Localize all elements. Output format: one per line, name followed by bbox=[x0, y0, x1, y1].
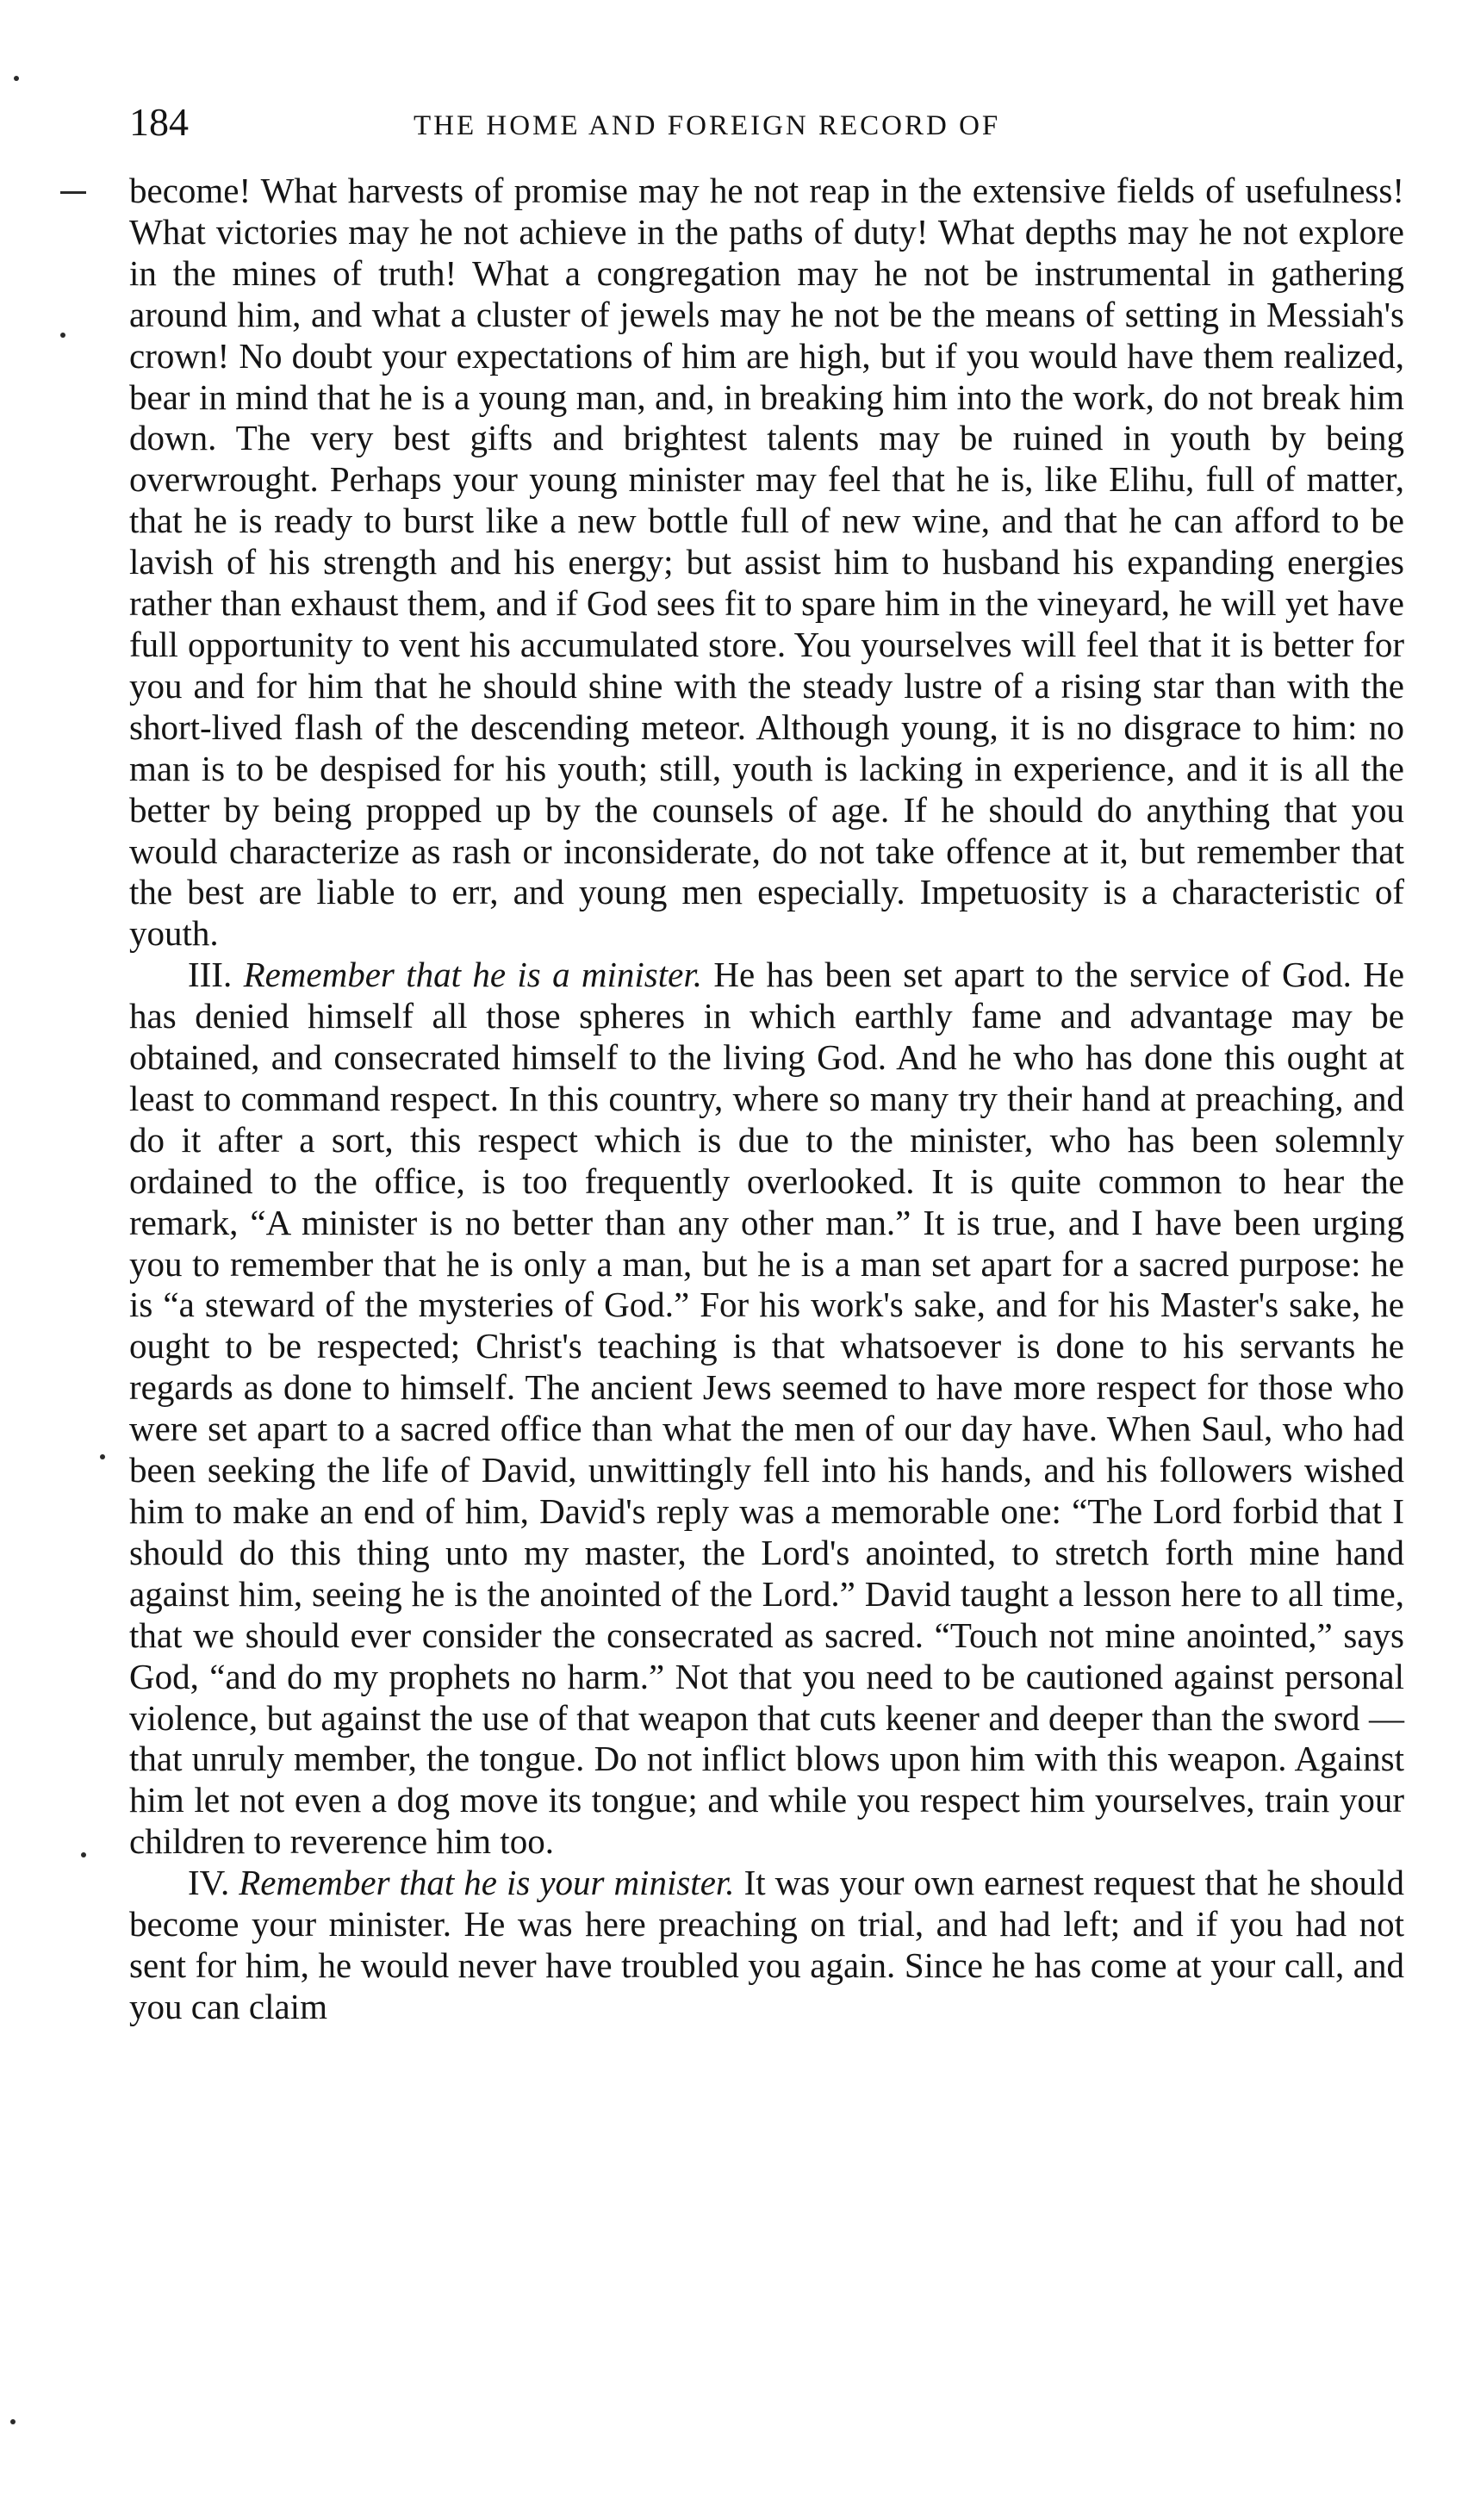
paragraph-continuation bbox=[129, 171, 1404, 955]
paragraph-text: He has been set apart to the service of God. He has denied himself all those spheres in which earthly fame and advantage may be obtained, and consecrated himself to the living God. And he who has done this ought at least to command respect. In this country, where so many try their hand at preaching, and do it after a sort, this respect which is due to the minister, who has been solemnly ordained to the office, is too frequently overlooked. It is quite common to hear the remark, “A minister is no better than any other man.” It is true, and I have been urging you to remember that he is only a man, but he is a man set apart for a sacred purpose: he is “a steward of the mysteries of God.” For his work's sake, and for his Master's sake, he ought to be respected; Christ's teaching is that whatsoever is done to his servants he regards as done to himself. The ancient Jews seemed to have more respect for those who were set apart to a sacred office than what the men of our day have. When Saul, who had been seeking the life of David, unwittingly fell into his hands, and his followers wished him to make an end of him, David's reply was a memorable one: “The Lord forbid that I should do this thing unto my master, the Lord's anointed, to stretch forth mine hand against him, seeing he is the anointed of the Lord.” David taught a lesson here to all time, that we should ever consider the consecrated as sacred. “Touch not mine anointed,” says God, “and do my prophets no harm.” Not that you need to be cautioned against personal violence, but against the use of that weapon that cuts keener and deeper than the sword —that unruly member, the tongue. Do not inflict blows upon him with this weapon. Against him let not even a dog move its tongue; and while you respect him yourselves, train your children to reverence him too. bbox=[129, 955, 1405, 1862]
page-number: 184 bbox=[129, 100, 189, 144]
paragraph-text: It was your own earnest request that he should become your minister. He was here preaching on trial, and had left; and if you had not sent for him, he would never have troubled you again. Since he has come at your call, and you can claim bbox=[129, 1863, 1405, 2026]
paragraph-section-iv bbox=[129, 1863, 1404, 2028]
scan-speck bbox=[81, 1852, 86, 1857]
scan-speck bbox=[100, 1454, 105, 1459]
paragraph-section-iii bbox=[129, 955, 1404, 1863]
body-text bbox=[129, 171, 1404, 2028]
scan-speck bbox=[60, 191, 86, 194]
scan-speck bbox=[10, 2419, 16, 2424]
page-header bbox=[129, 96, 1404, 157]
paragraph-text: become! What harvests of promise may he not reap in the extensive fields of usefulness! What victories may he not achieve in the paths of duty! What depths may he not explore in the mines of truth! What a congregation may he not be instrumental in gathering around him, and what a cluster of jewels may he not be the means of setting in Messiah's crown! No doubt your expectations of him are high, but if you would have them realized, bear in mind that he is a young man, and, in breaking him into the work, do not break him down. The very best gifts and brightest talents may be ruined in youth by being overwrought. Perhaps your young minister may feel that he is, like Elihu, full of matter, that he is ready to burst like a new bottle full of new wine, and that he can afford to be lavish of his strength and his energy; but assist him to husband his expanding energies rather than exhaust them, and if God sees fit to spare him in the vineyard, he will yet have full opportunity to vent his accumulated store. You yourselves will feel that it is better for you and for him that he should shine with the steady lustre of a rising star than with the short-lived flash of the descending meteor. Although young, it is no disgrace to him: no man is to be despised for his youth; still, youth is lacking in experience, and it is all the better by being propped up by the counsels of age. If he should do anything that you would characterize as rash or inconsiderate, do not take offence at it, but remember that the best are liable to err, and young men especially. Impetuosity is a characteristic of youth. bbox=[129, 171, 1404, 954]
scan-speck bbox=[60, 333, 65, 338]
section-heading: Remember that he is a minister. bbox=[243, 955, 703, 995]
scan-speck bbox=[14, 76, 19, 81]
section-heading: Remember that he is your minister. bbox=[239, 1863, 735, 1903]
section-numeral: IV. bbox=[188, 1863, 230, 1903]
running-head: THE HOME AND FOREIGN RECORD OF bbox=[414, 110, 1001, 141]
section-numeral: III. bbox=[188, 955, 233, 995]
